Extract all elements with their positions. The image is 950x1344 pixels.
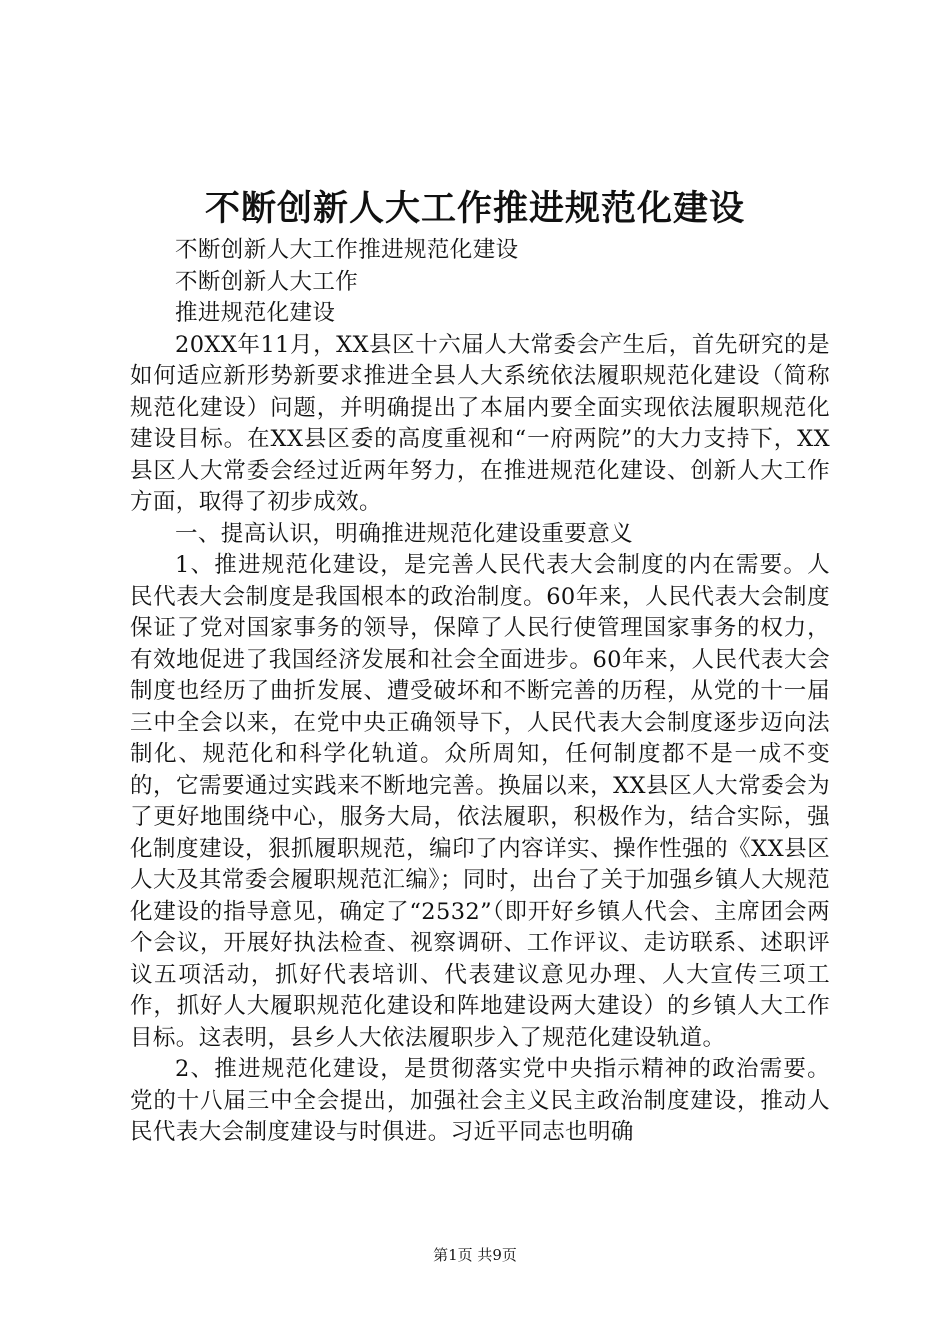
paragraph: 不断创新人大工作推进规范化建设 (175, 237, 519, 263)
paragraph: 不断创新人大工作 (175, 268, 359, 295)
section-heading: 一、提高认识，明确推进规范化建设重要意义 (175, 520, 634, 547)
paragraph: 推进规范化建设 (175, 300, 336, 326)
paragraph: 2、推进规范化建设，是贯彻落实党中央指示精神的政治需要。党的十八届三中全会提出，加强社会主义民主政治制度建设，推动人民代表大会制度建设与时俱进。习近平同志也明确 (130, 1056, 830, 1145)
document-title: 不断创新人大工作推进规范化建设 (204, 188, 745, 229)
paragraph: 20XX年11月，XX县区十六届人大常委会产生后，首先研究的是如何适应新形势新要求推进全县人大系统依法履职规范化建设（简称规范化建设）问题，并明确提出了本届内要全面实现依法履职规范化建设目标。在XX县区委的高度重视和“一府两院”的大力支持下，XX县区人大常委会经过近两年努力，在推进规范化建设、创新人大工作方面，取得了初步成效。 (130, 331, 830, 515)
document-body (130, 235, 830, 1149)
paragraph: 1、推进规范化建设，是完善人民代表大会制度的内在需要。人民代表大会制度是我国根本的政治制度。60年来，人民代表大会制度保证了党对国家事务的领导，保障了人民行使管理国家事务的权力，有效地促进了我国经济发展和社会全面进步。60年来，人民代表大会制度也经历了曲折发展、遭受破坏和不断完善的历程，从党的十一届三中全会以来，在党中央正确领导下，人民代表大会制度逐步迈向法制化、规范化和科学化轨道。众所周知，任何制度都不是一成不变的，它需要通过实践来不断地完善。换届以来，XX县区人大常委会为了更好地围绕中心，服务大局，依法履职，积极作为，结合实际，强化制度建设，狠抓履职规范，编印了内容详实、操作性强的《XX县区人大及其常委会履职规范汇编》；同时，出台了关于加强乡镇人大规范化建设的指导意见，确定了“2532”（即开好乡镇人代会、主席团会两个会议，开展好执法检查、视察调研、工作评议、走访联系、述职评议五项活动，抓好代表培训、代表建议意见办理、人大宣传三项工作，抓好人大履职规范化建设和阵地建设两大建设）的乡镇人大工作目标。这表明，县乡人大依法履职步入了规范化建设轨道。 (130, 552, 830, 1051)
page-footer: 第1页 共9页 (433, 1246, 517, 1264)
